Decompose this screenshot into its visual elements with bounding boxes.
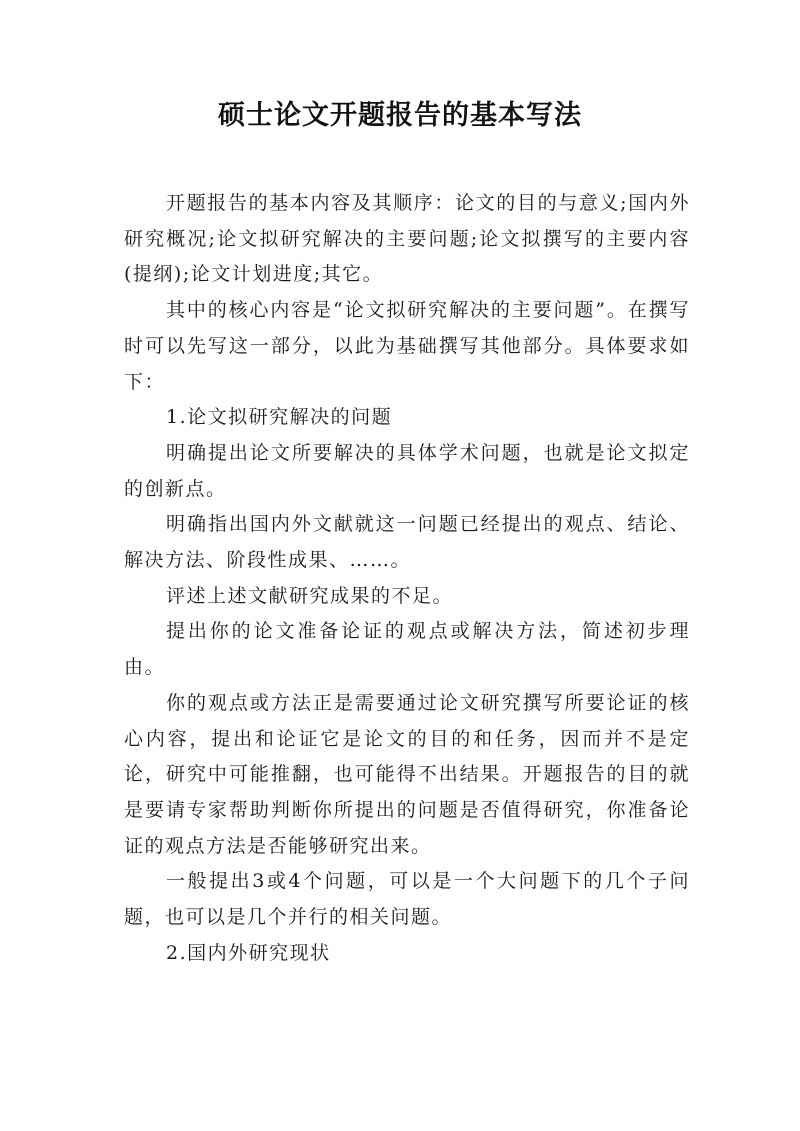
paragraph-innovation-point: 明确提出论文所要解决的具体学术问题，也就是论文拟定的创新点。 — [124, 441, 690, 500]
paragraph-proposed-method: 提出你的论文准备论证的观点或解决方法，简述初步理由。 — [124, 620, 690, 679]
document-title: 硕士论文开题报告的基本写法 — [218, 100, 582, 131]
paragraph-contents-order: 开题报告的基本内容及其顺序：论文的目的与意义;国内外研究概况;论文拟研究解决的主要问题;论文拟撰写的主要内容(提纲);论文计划进度;其它。 — [124, 192, 690, 286]
section-heading-research-problem: 1.论文拟研究解决的问题 — [166, 406, 393, 429]
paragraph-core-content: 其中的核心内容是“论文拟研究解决的主要问题”。在撰写时可以先写这一部分，以此为基础撰写其他部分。具体要求如下： — [124, 299, 690, 393]
document-body — [124, 186, 690, 971]
paragraph-argument-purpose: 你的观点或方法正是需要通过论文研究撰写所要论证的核心内容，提出和论证它是论文的目的和任务，因而并不是定论，研究中可能推翻，也可能得不出结果。开题报告的目的就是要请专家帮助判断你所提出的问题是否值得研究，你准备论证的观点方法是否能够研究出来。 — [124, 691, 690, 857]
paragraph-literature-findings: 明确指出国内外文献就这一问题已经提出的观点、结论、解决方法、阶段性成果、……。 — [124, 513, 690, 572]
section-heading-research-status: 2.国内外研究现状 — [166, 941, 331, 964]
paragraph-number-of-problems: 一般提出3或4个问题，可以是一个大问题下的几个子问题，也可以是几个并行的相关问题。 — [124, 870, 690, 929]
paragraph-literature-shortcomings: 评述上述文献研究成果的不足。 — [166, 584, 454, 607]
